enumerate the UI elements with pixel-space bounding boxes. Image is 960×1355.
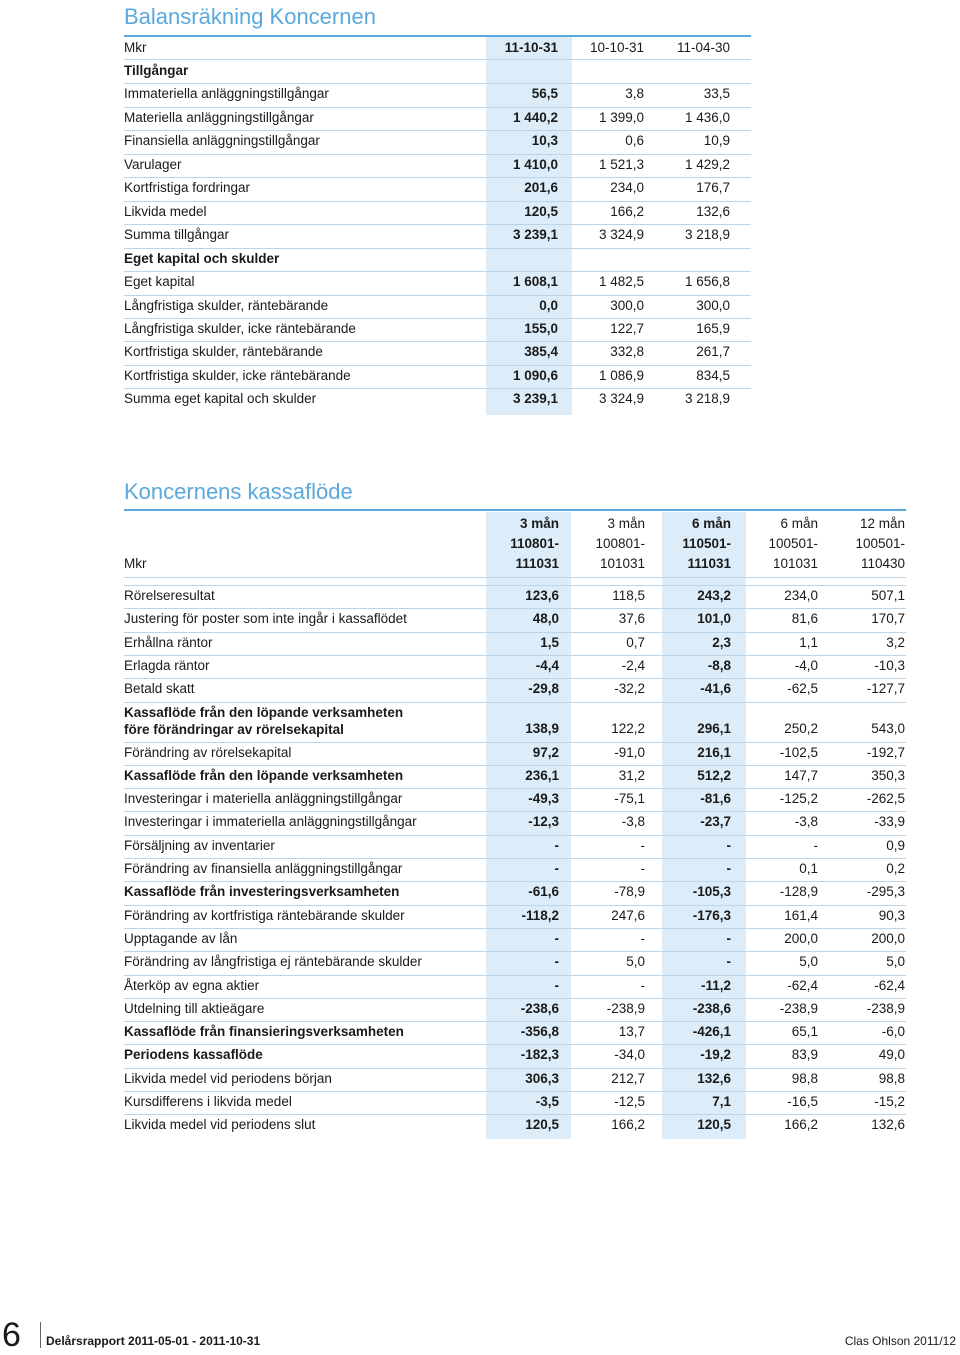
cashflow-cell: -11,2	[700, 977, 731, 993]
cashflow-header-col: 110801-	[510, 536, 559, 551]
cashflow-cell: -75,1	[614, 791, 645, 807]
cashflow-cell: 236,1	[525, 767, 559, 783]
cashflow-row-label: Kassaflöde från investeringsverksamheten	[124, 884, 400, 900]
cashflow-header-col: 100501-	[855, 536, 905, 551]
cashflow-cell: 7,1	[712, 1094, 731, 1109]
cashflow-row-label: Betald skatt	[124, 681, 195, 697]
cashflow-cell: -238,9	[606, 1000, 645, 1016]
cashflow-cell: 5,0	[799, 954, 818, 970]
cashflow-cell: 350,3	[871, 767, 905, 783]
balance-cell: 1 608,1	[512, 274, 558, 290]
cashflow-cell: 166,2	[784, 1117, 818, 1133]
cashflow-cell: 97,2	[532, 744, 559, 760]
balance-cell: 3,8	[625, 86, 644, 102]
cashflow-cell: 132,6	[871, 1117, 905, 1133]
cashflow-cell: -	[726, 861, 731, 876]
cashflow-cell: -	[726, 954, 731, 970]
cashflow-cell: -	[640, 977, 645, 993]
cashflow-cell: -238,6	[692, 1000, 731, 1016]
cashflow-cell: 132,6	[697, 1070, 731, 1086]
cashflow-cell: -81,6	[700, 791, 731, 807]
cashflow-cell: -238,6	[520, 1000, 559, 1016]
cashflow-cell: 200,0	[871, 930, 905, 946]
cashflow-cell: 0,2	[886, 861, 905, 876]
balance-header-col: 10-10-31	[589, 40, 644, 55]
cashflow-cell: 243,2	[697, 588, 731, 603]
balance-cell: 3 218,9	[684, 391, 730, 407]
balance-cell: 1 399,0	[598, 109, 644, 125]
balance-sheet-title: Balansräkning Koncernen	[124, 4, 376, 29]
footer-divider	[40, 1322, 41, 1348]
cashflow-cell: -49,3	[528, 791, 559, 807]
balance-row-label: Varulager	[124, 156, 182, 172]
cashflow-header-col: 101031	[772, 556, 818, 571]
balance-cell: 1 086,9	[598, 367, 644, 383]
cashflow-cell: 1,5	[540, 634, 559, 650]
cashflow-cell: 123,6	[525, 588, 559, 603]
company-period: Clas Ohlson 2011/12	[844, 1334, 956, 1348]
cashflow-cell: 48,0	[532, 611, 559, 627]
balance-cell: 300,0	[696, 297, 730, 313]
cashflow-cell: -6,0	[881, 1024, 905, 1040]
cashflow-row-label: Periodens kassaflöde	[124, 1047, 263, 1063]
cashflow-row-label: Rörelseresultat	[124, 588, 215, 603]
cashflow-cell: 83,9	[791, 1047, 818, 1063]
balance-header-col: 11-10-31	[504, 40, 558, 55]
cashflow-cell: 90,3	[878, 907, 905, 923]
cashflow-header-col: 3 mån	[607, 516, 645, 531]
cashflow-cell: -15,2	[874, 1094, 905, 1109]
cashflow-cell: 147,7	[784, 767, 818, 783]
balance-row-label: Finansiella anläggningstillgångar	[124, 133, 320, 149]
cashflow-cell: 31,2	[618, 767, 645, 783]
cashflow-cell: -62,4	[787, 977, 818, 993]
cashflow-row-label: Investeringar i immateriella anläggningstillgångar	[124, 814, 417, 830]
balance-cell: 332,8	[610, 344, 644, 360]
cashflow-row-label: Kassaflöde från den löpande verksamheten	[124, 767, 404, 783]
cashflow-row-label: Återköp av egna aktier	[124, 977, 260, 993]
balance-cell: 385,4	[524, 344, 558, 360]
cashflow-row-label: Justering för poster som inte ingår i kassaflödet	[124, 611, 407, 627]
cashflow-cell: -118,2	[521, 907, 559, 923]
cashflow-cell: -62,5	[787, 681, 818, 697]
cashflow-cell: -3,8	[621, 814, 645, 830]
cashflow-cell: -	[640, 861, 645, 876]
cashflow-cell: -262,5	[866, 791, 905, 807]
cashflow-cell: -23,7	[700, 814, 731, 830]
cashflow-cell: -	[726, 930, 731, 946]
balance-row-label: Kortfristiga skulder, räntebärande	[124, 344, 323, 360]
cashflow-row-label: Kassaflöde från finansieringsverksamheten	[124, 1024, 404, 1040]
cashflow-cell: 5,0	[626, 954, 645, 970]
cashflow-row-label: Erhållna räntor	[124, 634, 213, 650]
cashflow-cell: -238,9	[779, 1000, 818, 1016]
cashflow-cell: -	[640, 930, 645, 946]
cashflow-cell: -12,3	[528, 814, 559, 830]
cashflow-cell: 512,2	[697, 767, 731, 783]
balance-row-label: Långfristiga skulder, räntebärande	[124, 297, 329, 313]
cashflow-cell: 101,0	[697, 611, 731, 627]
balance-cell: 10,9	[703, 133, 730, 149]
cashflow-cell: -91,0	[614, 744, 645, 760]
cashflow-row-label: Utdelning till aktieägare	[124, 1000, 265, 1016]
cashflow-cell: -	[554, 930, 559, 946]
cashflow-header-col: 101031	[599, 556, 645, 571]
cashflow-row-label: Investeringar i materiella anläggningstillgångar	[124, 791, 403, 807]
cashflow-cell: 216,1	[697, 744, 731, 760]
cashflow-cell: 306,3	[525, 1070, 559, 1086]
cashflow-cell: 120,5	[697, 1117, 731, 1133]
cashflow-cell: -8,8	[707, 657, 731, 673]
cashflow-cell: 543,0	[871, 720, 905, 736]
cashflow-header-col: 6 mån	[691, 516, 731, 531]
cashflow-cell: -182,3	[520, 1047, 559, 1063]
cashflow-cell: -128,9	[779, 884, 818, 900]
cashflow-row-label: Förändring av finansiella anläggningstillgångar	[124, 861, 403, 876]
cashflow-cell: -356,8	[520, 1024, 559, 1040]
balance-cell: 176,7	[696, 180, 730, 196]
cashflow-cell: 250,2	[784, 720, 818, 736]
cashflow-cell: 212,7	[611, 1070, 645, 1086]
cashflow-header-col: 111031	[515, 556, 559, 571]
cashflow-cell: -	[813, 837, 818, 853]
cashflow-cell: -12,5	[614, 1094, 645, 1109]
cashflow-cell: -102,5	[779, 744, 818, 760]
cashflow-row-label: Förändring av rörelsekapital	[124, 744, 292, 760]
balance-cell: 10,3	[531, 133, 558, 149]
cashflow-header-col: 110501-	[682, 536, 731, 551]
balance-row-label: Eget kapital	[124, 274, 195, 290]
cashflow-cell: -34,0	[614, 1047, 645, 1063]
cashflow-cell: -	[554, 861, 559, 876]
cashflow-header-col: 111031	[687, 556, 731, 571]
balance-row-label: Immateriella anläggningstillgångar	[124, 86, 329, 102]
balance-header-label: Mkr	[124, 40, 147, 55]
balance-row-label: Tillgångar	[124, 63, 189, 78]
cashflow-cell: 0,1	[799, 861, 818, 876]
cashflow-cell: -125,2	[779, 791, 818, 807]
cashflow-cell: 118,5	[612, 588, 645, 603]
balance-cell: 3 239,1	[512, 227, 558, 243]
cashflow-title: Koncernens kassaflöde	[124, 479, 353, 504]
balance-cell: 155,0	[524, 320, 558, 336]
cashflow-cell: 170,7	[871, 611, 905, 627]
cashflow-cell: 234,0	[784, 588, 818, 603]
balance-cell: 56,5	[531, 86, 558, 102]
balance-cell: 1 482,5	[598, 274, 644, 290]
cashflow-cell: 0,9	[886, 837, 905, 853]
cashflow-row-label: Förändring av långfristiga ej räntebärande skulder	[124, 954, 422, 970]
cashflow-cell: 200,0	[784, 930, 818, 946]
cashflow-cell: 81,6	[791, 611, 818, 627]
cashflow-row-label-line2: före förändringar av rörelsekapital	[124, 721, 344, 737]
balance-cell: 166,2	[610, 203, 644, 219]
balance-cell: 132,6	[696, 203, 730, 219]
balance-cell: 3 324,9	[598, 227, 644, 243]
balance-cell: 1 440,2	[512, 109, 558, 125]
cashflow-cell: -	[554, 954, 559, 970]
cashflow-cell: -127,7	[866, 681, 905, 697]
cashflow-cell: -295,3	[866, 884, 905, 900]
cashflow-cell: 122,2	[611, 720, 645, 736]
cashflow-header-col: 100501-	[768, 536, 818, 551]
cashflow-cell: 120,5	[525, 1117, 559, 1133]
balance-cell: 33,5	[703, 86, 730, 102]
balance-row-label: Långfristiga skulder, icke räntebärande	[124, 320, 356, 336]
cashflow-cell: -176,3	[692, 907, 731, 923]
balance-cell: 201,6	[524, 180, 558, 196]
cashflow-row-label: Kassaflöde från den löpande verksamheten	[124, 704, 404, 720]
cashflow-cell: -2,4	[621, 657, 645, 673]
cashflow-cell: -61,6	[528, 884, 559, 900]
cashflow-cell: 98,8	[878, 1070, 905, 1086]
balance-row-label: Likvida medel	[124, 203, 207, 219]
cashflow-cell: 3,2	[886, 634, 905, 650]
cashflow-cell: 166,2	[611, 1117, 645, 1133]
cashflow-cell: -3,5	[535, 1094, 559, 1109]
cashflow-cell: -	[554, 977, 559, 993]
cashflow-row-label: Kursdifferens i likvida medel	[124, 1094, 292, 1109]
cashflow-row-label: Förändring av kortfristiga räntebärande skulder	[124, 907, 405, 923]
cashflow-cell: 13,7	[618, 1024, 645, 1040]
cashflow-header-col: 12 mån	[859, 516, 905, 531]
cashflow-cell: 2,3	[712, 634, 731, 650]
cashflow-cell: 1,1	[799, 634, 818, 650]
balance-cell: 1 656,8	[684, 274, 730, 290]
cashflow-cell: -62,4	[874, 977, 905, 993]
cashflow-cell: -78,9	[614, 884, 645, 900]
cashflow-cell: -32,2	[614, 681, 645, 697]
cashflow-cell: 161,4	[784, 907, 818, 923]
cashflow-cell: -4,4	[535, 657, 559, 673]
balance-cell: 1 436,0	[684, 109, 730, 125]
balance-cell: 122,7	[610, 320, 644, 336]
balance-cell: 1 090,6	[512, 367, 558, 383]
balance-cell: 234,0	[610, 180, 644, 196]
cashflow-cell: -	[640, 837, 645, 853]
cashflow-cell: 65,1	[791, 1024, 818, 1040]
cashflow-row-label: Upptagande av lån	[124, 930, 238, 946]
report-name: Delårsrapport 2011-05-01 - 2011-10-31	[46, 1334, 261, 1348]
balance-row-label: Eget kapital och skulder	[124, 250, 280, 266]
balance-row-label: Kortfristiga fordringar	[124, 180, 251, 196]
balance-row-label: Summa tillgångar	[124, 227, 230, 243]
cashflow-header-label: Mkr	[124, 556, 147, 571]
balance-cell: 261,7	[696, 344, 730, 360]
balance-row-label: Materiella anläggningstillgångar	[124, 109, 314, 125]
balance-cell: 3 218,9	[684, 227, 730, 243]
balance-cell: 165,9	[696, 320, 730, 336]
cashflow-cell: -238,9	[866, 1000, 905, 1016]
cashflow-header-col: 110430	[860, 556, 905, 571]
balance-cell: 1 429,2	[684, 156, 730, 172]
cashflow-row-label: Försäljning av inventarier	[124, 837, 275, 853]
cashflow-header-col: 3 mån	[519, 516, 559, 531]
balance-cell: 0,0	[539, 297, 558, 313]
cashflow-cell: -	[726, 837, 731, 853]
balance-cell: 3 239,1	[512, 391, 558, 407]
cashflow-cell: -10,3	[874, 657, 905, 673]
cashflow-cell: -192,7	[866, 744, 905, 760]
balance-row-label: Summa eget kapital och skulder	[124, 391, 317, 407]
balance-cell: 3 324,9	[598, 391, 644, 407]
balance-row-label: Kortfristiga skulder, icke räntebärande	[124, 367, 351, 383]
cashflow-cell: -3,8	[794, 814, 818, 830]
cashflow-header-col: 6 mån	[780, 516, 818, 531]
cashflow-cell: 37,6	[618, 611, 645, 627]
cashflow-cell: -19,2	[700, 1047, 731, 1063]
cashflow-cell: -41,6	[700, 681, 731, 697]
cashflow-cell: -426,1	[692, 1024, 731, 1040]
cashflow-row-label: Likvida medel vid periodens slut	[124, 1117, 316, 1133]
balance-cell: 834,5	[696, 367, 730, 383]
cashflow-row-label: Erlagda räntor	[124, 657, 210, 673]
page-footer	[0, 1316, 960, 1354]
cashflow-cell: 49,0	[878, 1047, 905, 1063]
cashflow-row-label: Likvida medel vid periodens början	[124, 1070, 332, 1086]
cashflow-cell: -	[554, 837, 559, 853]
cashflow-header-rule	[124, 509, 906, 511]
cashflow-cell: 138,9	[525, 720, 559, 736]
cashflow-cell: 247,6	[611, 907, 645, 923]
page-number: 6	[2, 1316, 21, 1354]
balance-header-col: 11-04-30	[676, 40, 730, 55]
cashflow-header-underline	[124, 577, 906, 578]
cashflow-cell: -16,5	[787, 1094, 818, 1109]
cashflow-cell: 296,1	[697, 720, 731, 736]
cashflow-cell: 507,1	[871, 588, 905, 603]
cashflow-cell: 98,8	[791, 1070, 818, 1086]
cashflow-cell: -29,8	[528, 681, 559, 697]
cashflow-cell: -105,3	[692, 884, 731, 900]
balance-cell: 300,0	[610, 297, 644, 313]
balance-cell: 1 521,3	[598, 156, 644, 172]
cashflow-cell: -4,0	[794, 657, 818, 673]
cashflow-cell: -33,9	[874, 814, 905, 830]
cashflow-header-col: 100801-	[595, 536, 645, 551]
balance-cell: 1 410,0	[512, 156, 558, 172]
balance-cell: 0,6	[625, 133, 644, 149]
balance-cell: 120,5	[524, 203, 558, 219]
cashflow-cell: 5,0	[886, 954, 905, 970]
cashflow-cell: 0,7	[626, 634, 645, 650]
